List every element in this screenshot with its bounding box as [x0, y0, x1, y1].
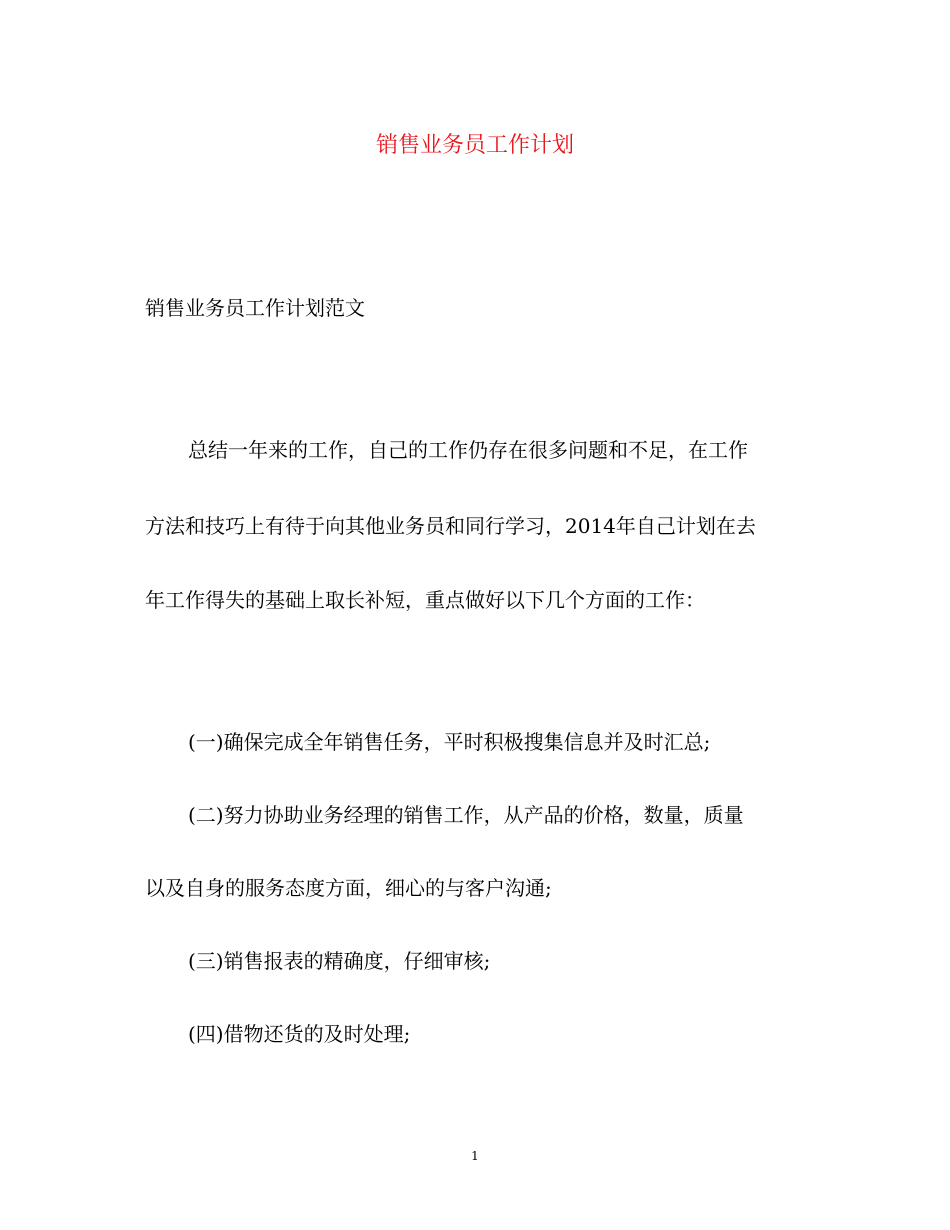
list-item-continuation: 以及自身的服务态度方面，细心的与客户沟通; [145, 876, 552, 900]
document-title: 销售业务员工作计划 [375, 133, 574, 158]
page-number: 1 [471, 1149, 479, 1163]
paragraph-line: 总结一年来的工作，自己的工作仍存在很多问题和不足，在工作 [188, 438, 748, 462]
list-item: (三)销售报表的精确度，仔细审核; [188, 949, 491, 973]
paragraph-line: 年工作得失的基础上取长补短，重点做好以下几个方面的工作： [145, 588, 705, 612]
list-item: (四)借物还货的及时处理; [188, 1022, 411, 1046]
paragraph-line: 方法和技巧上有待于向其他业务员和同行学习，2014年自己计划在去 [145, 514, 756, 538]
document-subtitle: 销售业务员工作计划范文 [145, 296, 365, 320]
list-item: (一)确保完成全年销售任务，平时积极搜集信息并及时汇总; [188, 730, 711, 754]
list-item: (二)努力协助业务经理的销售工作，从产品的价格，数量，质量 [188, 803, 744, 827]
